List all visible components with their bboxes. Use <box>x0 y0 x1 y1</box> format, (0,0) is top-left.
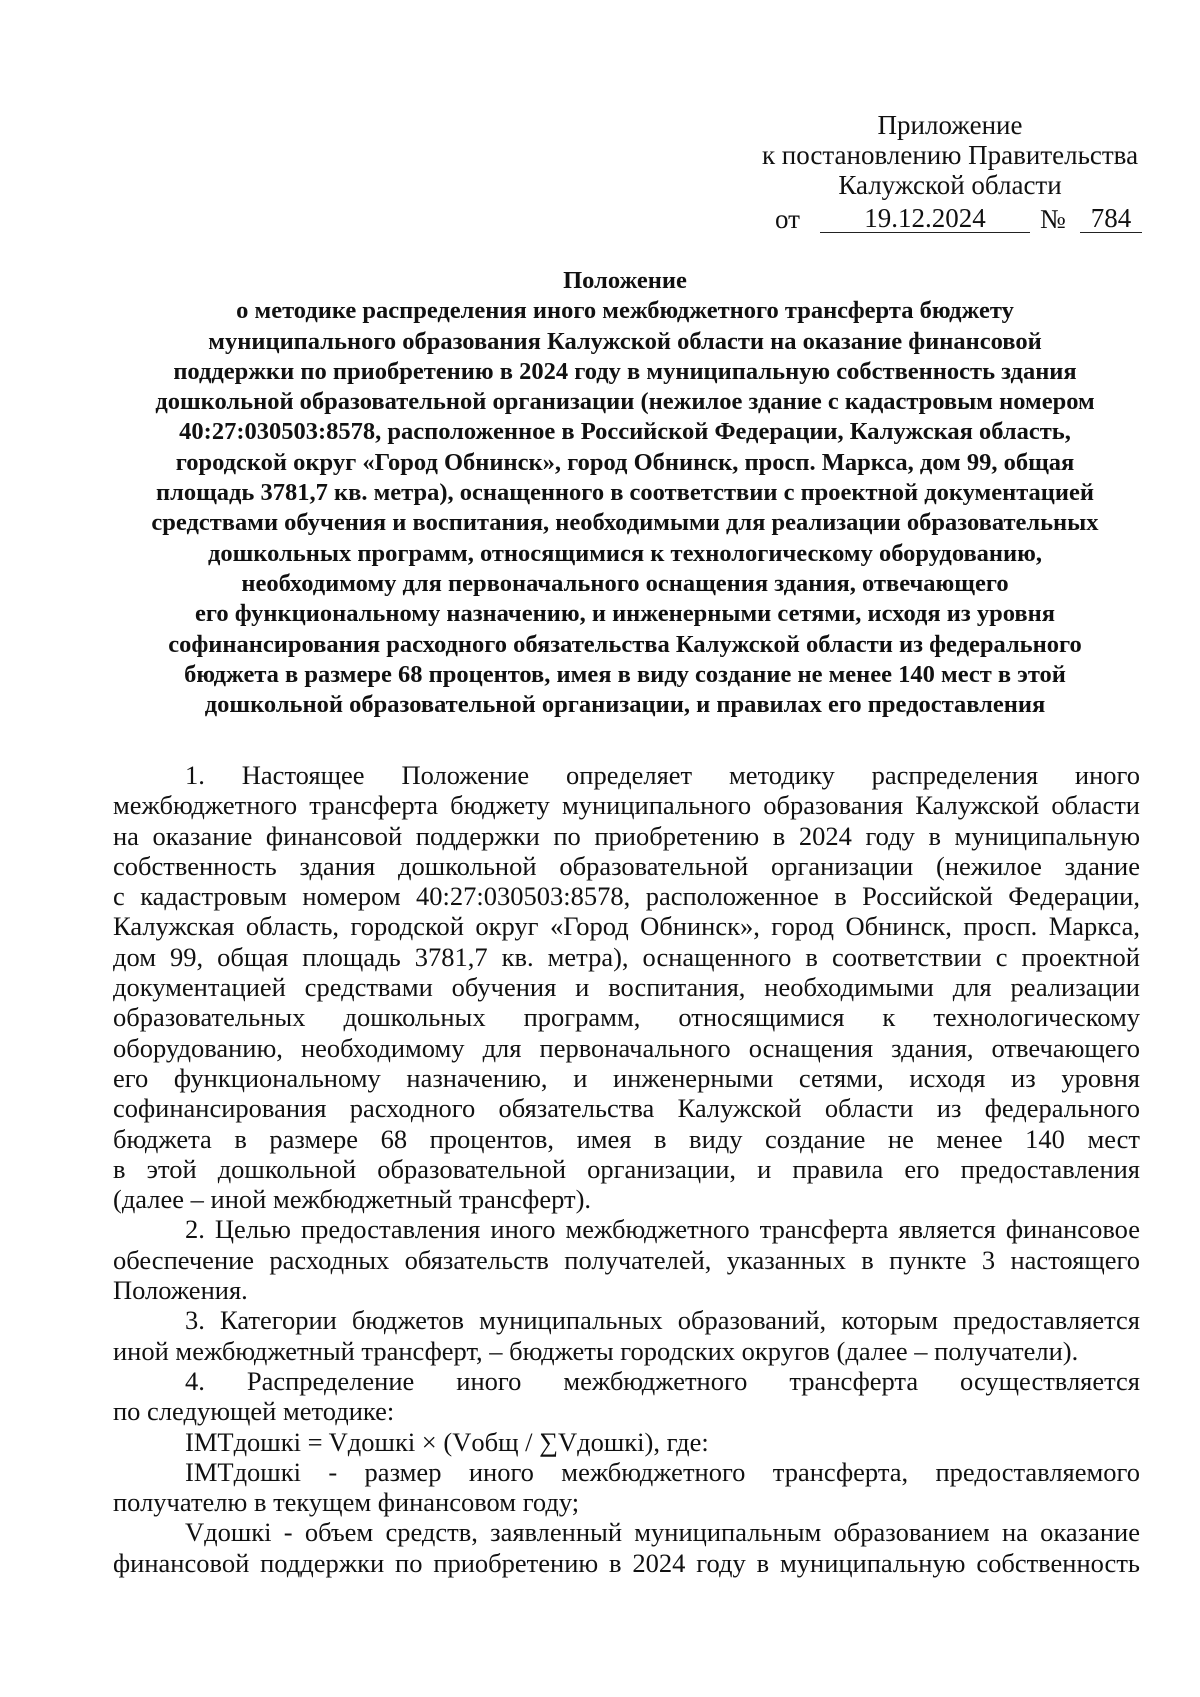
text-line: 3. Категории бюджетов муниципальных образований, которым предоставляется <box>185 1305 1140 1336</box>
title-heading: Положение <box>563 267 687 294</box>
title-line: городской округ «Город Обнинск», город Обнинск, просп. Маркса, дом 99, общая <box>175 448 1075 476</box>
title-line: дошкольной образовательной организации, и правилах его предоставления <box>204 691 1046 719</box>
appendix-region: Калужской области <box>838 170 1062 200</box>
text-line: на оказание финансовой поддержки по приобретению в 2024 году в муниципальную <box>113 820 1140 851</box>
text-line: документацией средствами обучения и воспитания, необходимыми для реализации <box>113 972 1140 1003</box>
text-line: софинансирования расходного обязательства Калужской области из федерального <box>113 1093 1140 1124</box>
text-line: Калужская область, городской округ «Город Обнинск», город Обнинск, просп. Маркса, <box>113 911 1140 942</box>
text-line: Положения. <box>113 1275 248 1306</box>
text-line: в этой дошкольной образовательной организации, и правила его предоставления <box>113 1153 1140 1184</box>
text-line: финансовой поддержки по приобретению в 2024 году в муниципальную собственность <box>113 1547 1140 1578</box>
title-line: муниципального образования Калужской области на оказание финансовой <box>208 327 1042 355</box>
title-line: бюджета в размере 68 процентов, имея в виду создание не менее 140 мест в этой <box>184 660 1066 688</box>
text-line: образовательных дошкольных программ, относящимися к технологическому <box>113 1002 1140 1033</box>
definition-imt <box>113 1457 1140 1518</box>
text-line: иной межбюджетный трансферт, – бюджеты городских округов (далее – получатели). <box>113 1335 1079 1366</box>
text-line: с кадастровым номером 40:27:030503:8578, расположенное в Российской Федерации, <box>113 881 1140 912</box>
decree-number: 784 <box>1080 204 1142 233</box>
title-line: его функциональному назначению, и инженерными сетями, исходя из уровня <box>195 600 1055 628</box>
paragraph-2 <box>113 1214 1140 1305</box>
appendix-label: Приложение <box>877 110 1023 140</box>
title-line: поддержки по приобретению в 2024 году в муниципальную собственность здания <box>173 357 1077 385</box>
appendix-date-number-row <box>760 202 1140 236</box>
text-line: 4. Распределение иного межбюджетного трансферта осуществляется <box>185 1365 1140 1396</box>
title-line: дошкольной образовательной организации (нежилое здание с кадастровым номером <box>155 388 1095 416</box>
text-line: Vдошкi - объем средств, заявленный муниципальным образованием на оказание <box>185 1517 1140 1548</box>
appendix-header <box>760 110 1140 236</box>
title-line: дошкольных программ, относящимися к технологическому оборудованию, <box>207 539 1043 567</box>
title-line: 40:27:030503:8578, расположенное в Российской Федерации, Калужская область, <box>179 418 1071 446</box>
distribution-formula: IМТдошкi = Vдошкi × (Vобщ / ∑Vдошкi), где: <box>185 1426 709 1457</box>
text-line: 2. Целью предоставления иного межбюджетного трансферта является финансовое <box>185 1214 1140 1245</box>
title-line: площадь 3781,7 кв. метра), оснащенного в соответствии с проектной документацией <box>155 479 1095 507</box>
title-line: софинансирования расходного обязательства Калужской области из федерального <box>168 630 1082 658</box>
text-line: 1. Настоящее Положение определяет методику распределения иного <box>185 760 1140 790</box>
text-line: IМТдошкi - размер иного межбюджетного трансферта, предоставляемого <box>185 1456 1140 1487</box>
text-line: получателю в текущем финансовом году; <box>113 1487 580 1518</box>
text-line: бюджета в размере 68 процентов, имея в виду создание не менее 140 мест <box>113 1123 1140 1154</box>
text-line: его функциональному назначению, и инженерными сетями, исходя из уровня <box>113 1062 1140 1093</box>
text-line: обеспечение расходных обязательств получателей, указанных в пункте 3 настоящего <box>113 1244 1140 1275</box>
text-line: по следующей методике: <box>113 1396 395 1427</box>
document-title <box>110 266 1140 720</box>
document-body <box>113 760 1140 1578</box>
text-line: межбюджетного трансферта бюджету муниципального образования Калужской области <box>113 790 1140 821</box>
definition-v <box>113 1517 1140 1578</box>
date-prefix: от <box>775 204 800 234</box>
title-line: необходимому для первоначального оснащения здания, отвечающего <box>241 569 1009 597</box>
text-line: оборудованию, необходимому для первоначального оснащения здания, отвечающего <box>113 1032 1140 1063</box>
text-line: собственность здания дошкольной образовательной организации (нежилое здание <box>113 850 1140 881</box>
decree-date: 19.12.2024 <box>820 204 1030 233</box>
title-line: средствами обучения и воспитания, необходимыми для реализации образовательных <box>151 509 1099 537</box>
number-sign: № <box>1040 204 1066 234</box>
text-line: дом 99, общая площадь 3781,7 кв. метра), оснащенного в соответствии с проектной <box>113 941 1140 972</box>
title-line: о методике распределения иного межбюджетного трансферта бюджету <box>236 297 1014 325</box>
paragraph-1 <box>113 760 1140 1214</box>
paragraph-4 <box>113 1366 1140 1427</box>
paragraph-3 <box>113 1305 1140 1366</box>
text-line: (далее – иной межбюджетный трансферт). <box>113 1184 592 1215</box>
appendix-decree-reference: к постановлению Правительства <box>761 140 1139 170</box>
